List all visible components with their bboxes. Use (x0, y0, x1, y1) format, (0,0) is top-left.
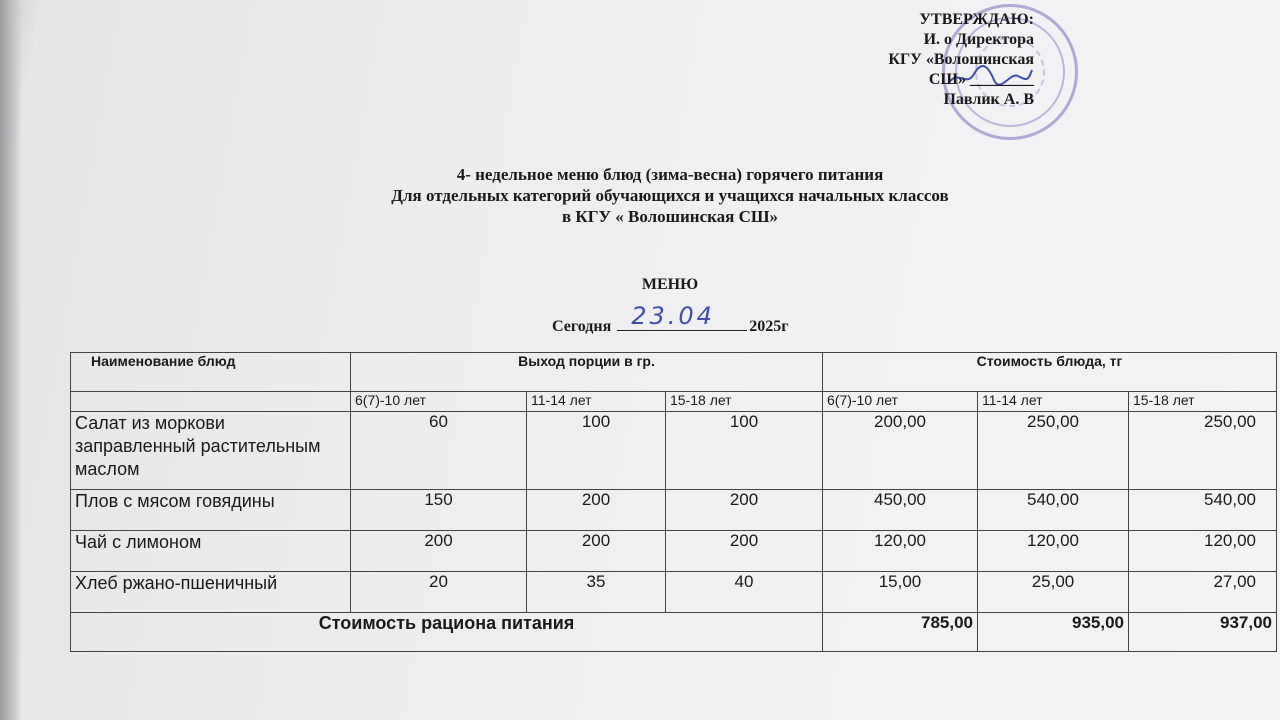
approval-line: Павлик А. В (943, 91, 1034, 108)
subheader-age: 11-14 лет (978, 392, 1129, 412)
date-blank (617, 302, 747, 331)
dish-name: Чай с лимоном (71, 531, 351, 572)
cost-cell: 250,00 (1129, 412, 1277, 490)
dish-name: Плов с мясом говядины (71, 490, 351, 531)
document-heading (250, 164, 1090, 227)
portion-cell: 150 (351, 490, 527, 531)
page-edge-shadow (0, 0, 22, 720)
total-label: Стоимость рациона питания (71, 613, 823, 652)
dish-name: Салат из моркови заправленный растительным маслом (71, 412, 351, 490)
date-suffix: 2025г (749, 318, 789, 335)
cost-cell: 27,00 (1129, 572, 1277, 613)
portion-cell: 200 (351, 531, 527, 572)
header-portion: Выход порции в гр. (351, 353, 823, 392)
cost-cell: 450,00 (823, 490, 978, 531)
total-cost: 785,00 (823, 613, 978, 652)
subheader-age: 11-14 лет (527, 392, 666, 412)
approval-line: УТВЕРЖДАЮ: (919, 11, 1034, 28)
cost-cell: 540,00 (978, 490, 1129, 531)
subheader-age: 15-18 лет (666, 392, 823, 412)
heading-line: 4- недельное меню блюд (зима-весна) горячего питания (456, 165, 884, 184)
table-subheader-row (71, 392, 1277, 412)
subheader-age: 15-18 лет (1129, 392, 1277, 412)
handwritten-date: 23.04 (631, 302, 715, 330)
approval-line: СШ» ________ (928, 71, 1034, 88)
portion-cell: 35 (527, 572, 666, 613)
portion-cell: 200 (666, 531, 823, 572)
heading-line: Для отдельных категорий обучающихся и учащихся начальных классов (391, 186, 949, 205)
table-row (71, 490, 1277, 531)
total-cost: 937,00 (1129, 613, 1277, 652)
portion-cell: 200 (527, 490, 666, 531)
approval-line: И. о Директора (923, 31, 1034, 48)
subheader-age: 6(7)-10 лет (823, 392, 978, 412)
table-row (71, 531, 1277, 572)
table-row (71, 412, 1277, 490)
table-header-row (71, 353, 1277, 392)
cost-cell: 200,00 (823, 412, 978, 490)
portion-cell: 100 (666, 412, 823, 490)
cost-cell: 250,00 (978, 412, 1129, 490)
cost-cell: 15,00 (823, 572, 978, 613)
portion-cell: 200 (527, 531, 666, 572)
subheader-empty (71, 392, 351, 412)
portion-cell: 40 (666, 572, 823, 613)
menu-table (70, 352, 1277, 652)
portion-cell: 60 (351, 412, 527, 490)
dish-name: Хлеб ржано-пшеничный (71, 572, 351, 613)
date-line (552, 302, 789, 336)
table-total-row (71, 613, 1277, 652)
cost-cell: 25,00 (978, 572, 1129, 613)
header-cost: Стоимость блюда, тг (823, 353, 1277, 392)
portion-cell: 20 (351, 572, 527, 613)
menu-title: МЕНЮ (641, 276, 699, 293)
cost-cell: 120,00 (823, 531, 978, 572)
cost-cell: 540,00 (1129, 490, 1277, 531)
heading-line: в КГУ « Волошинская СШ» (561, 207, 779, 226)
header-dish-name: Наименование блюд (71, 353, 351, 392)
date-prefix: Сегодня (552, 318, 612, 335)
approval-line: КГУ «Волошинская (888, 51, 1034, 68)
total-cost: 935,00 (978, 613, 1129, 652)
table-row (71, 572, 1277, 613)
approval-block (888, 10, 1034, 110)
cost-cell: 120,00 (1129, 531, 1277, 572)
cost-cell: 120,00 (978, 531, 1129, 572)
subheader-age: 6(7)-10 лет (351, 392, 527, 412)
portion-cell: 200 (666, 490, 823, 531)
portion-cell: 100 (527, 412, 666, 490)
